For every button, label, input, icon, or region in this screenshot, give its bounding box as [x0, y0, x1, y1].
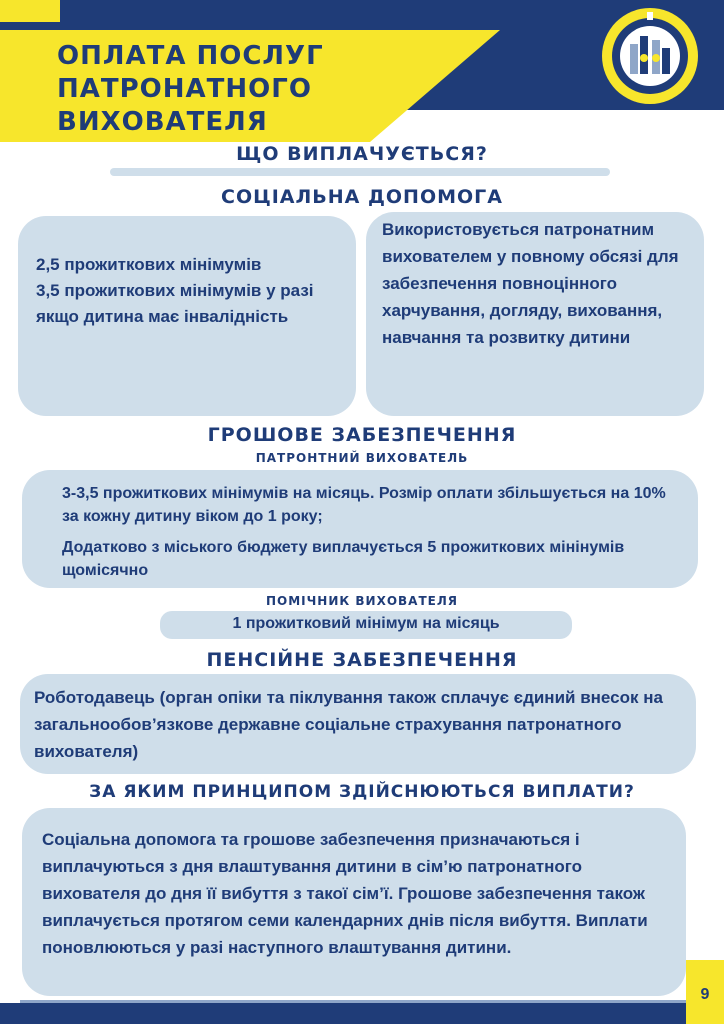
what-paid-heading: ЩО ВИПЛАЧУЄТЬСЯ?	[236, 143, 488, 165]
page-title: ОПЛАТА ПОСЛУГ ПАТРОНАТНОГО ВИХОВАТЕЛЯ	[57, 41, 324, 137]
header-accent	[0, 0, 60, 22]
footer-bar	[0, 1003, 686, 1024]
pension-box	[20, 674, 696, 774]
principle-text: Соціальна допомога та грошове забезпечення призначаються і виплачуються з дня влаштування дитини в сім’ю патронатного вихователя до дня її вибуття з такої сім’ї. Грошове забезпечення також виплачується протягом семи календарних днів після вибуття. Виплати поновлюються у разі наступного влаштування дитини.	[42, 830, 648, 957]
assistant-pay-text: 1 прожитковий мінімум на місяць	[232, 615, 500, 632]
social-aid-usage-box	[366, 212, 704, 416]
social-aid-heading: СОЦІАЛЬНА ДОПОМОГА	[221, 186, 503, 208]
pension-text: Роботодавець (орган опіки та піклування також сплачує єдиний внесок на загальнообов’язкове державне соціальне страхування патронатного вихователя)	[34, 688, 663, 761]
foster-carer-pay-line-2: Додатково з міського бюджету виплачується 5 прожиткових мінінумів щомісячно	[62, 539, 625, 579]
social-aid-amount-2: 3,5 прожиткових мінімумів у разі якщо дитина має інвалідність	[36, 281, 314, 326]
assistant-pay-box	[160, 611, 572, 639]
section-divider	[110, 168, 610, 176]
assistant-subheading: ПОМІЧНИК ВИХОВАТЕЛЯ	[265, 594, 459, 608]
monetary-heading: ГРОШОВЕ ЗАБЕЗПЕЧЕННЯ	[207, 424, 517, 446]
organization-logo	[600, 6, 700, 106]
foster-carer-subheading: ПАТРОНТНИЙ ВИХОВАТЕЛЬ	[255, 451, 469, 465]
principle-box	[22, 808, 686, 996]
social-aid-amount-1: 2,5 прожиткових мінімумів	[36, 255, 262, 274]
pension-heading: ПЕНСІЙНЕ ЗАБЕЗПЕЧЕННЯ	[206, 649, 518, 671]
foster-carer-pay-line-1: 3-3,5 прожиткових мінімумів на місяць. Розмір оплати збільшується на 10% за кожну дитину віком до 1 року;	[62, 485, 666, 525]
social-aid-amount-box	[18, 216, 356, 416]
social-aid-usage-text: Використовується патронатним вихователем у повному обсязі для забезпечення повноцінного харчування, догляду, виховання, навчання та розвитку дитини	[382, 220, 679, 347]
foster-carer-pay-box	[22, 470, 698, 588]
principle-heading: ЗА ЯКИМ ПРИНЦИПОМ ЗДІЙСНЮЮТЬСЯ ВИПЛАТИ?	[89, 782, 635, 802]
page-number: 9	[700, 986, 710, 1003]
